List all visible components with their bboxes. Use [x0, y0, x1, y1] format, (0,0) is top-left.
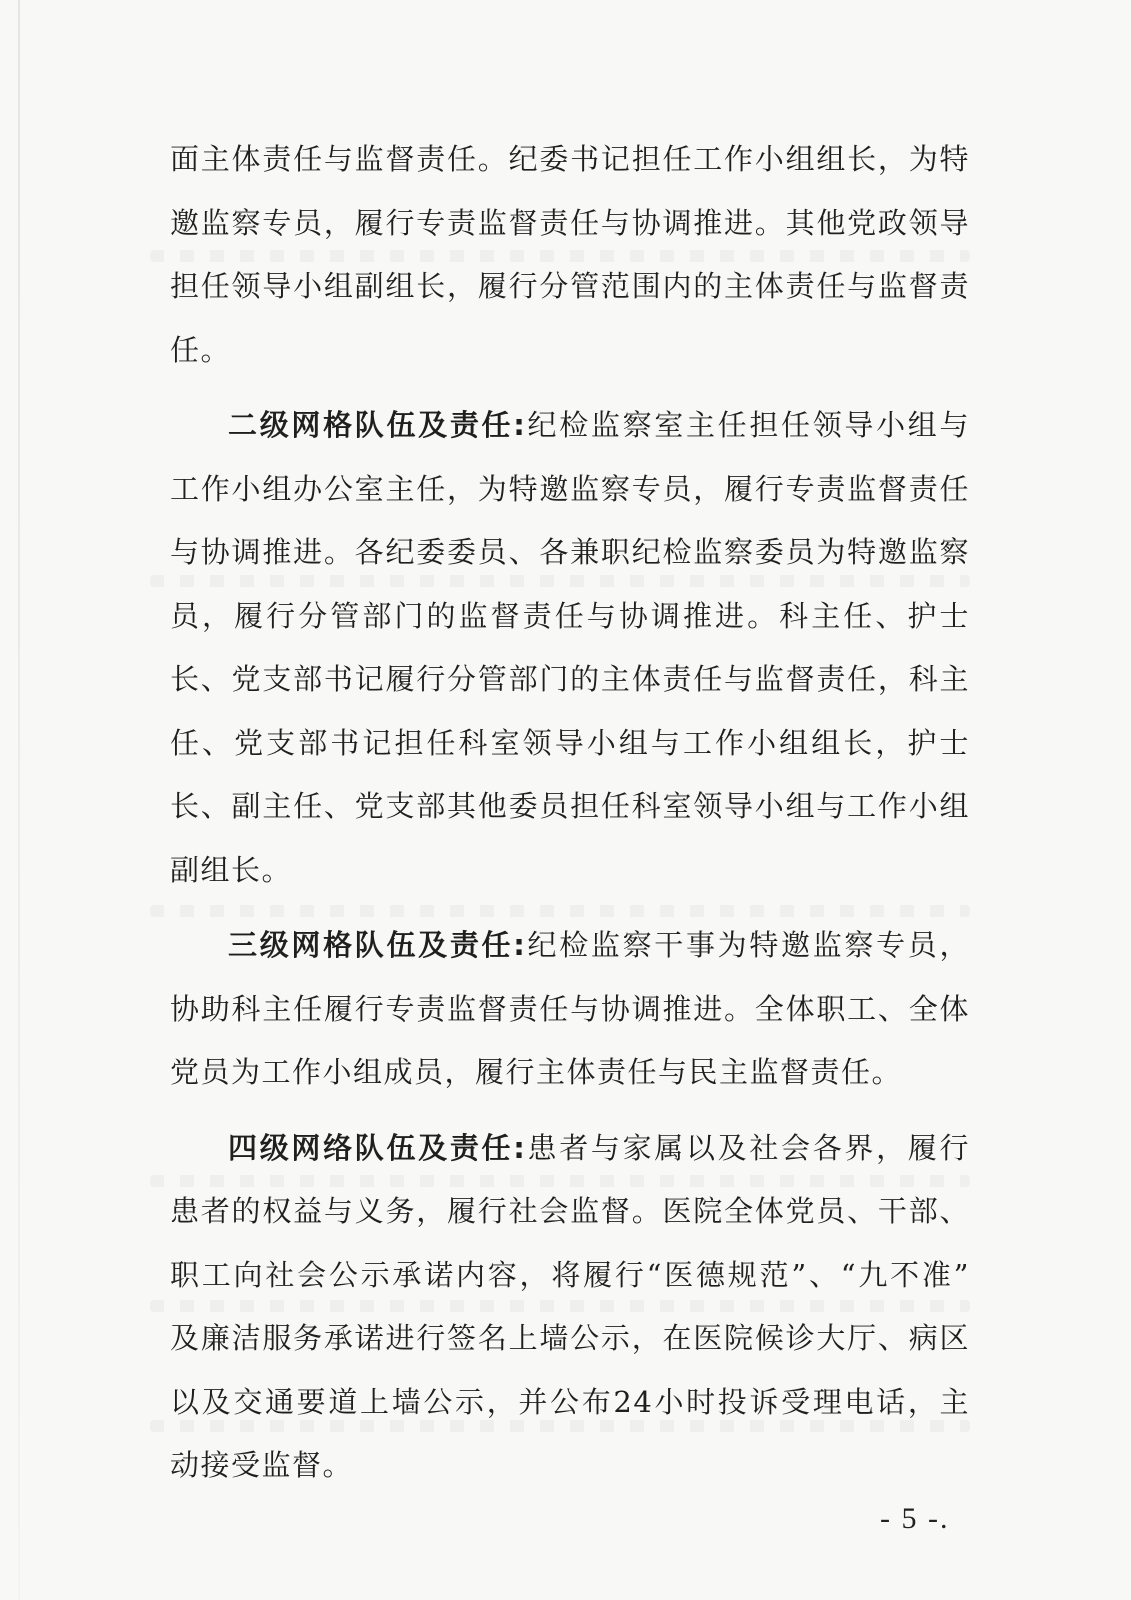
paragraph-text: 纪检监察室主任担任领导小组与工作小组办公室主任，为特邀监察专员，履行专责监督责任与协调推进。各纪委委员、各兼职纪检监察委员为特邀监察员，履行分管部门的监督责任与协调推进。科主任、护士长、党支部书记履行分管部门的主体责任与监督责任，科主任、党支部书记担任科室领导小组与工作小组组长，护士长、副主任、党支部其他委员担任科室领导小组与工作小组副组长。: [170, 408, 970, 887]
paragraph-level-four: [170, 1117, 970, 1498]
paragraph-heading: 四级网络队伍及责任:: [228, 1130, 527, 1165]
paragraph-heading: 二级网格队伍及责任:: [228, 408, 527, 442]
paragraph-heading: 三级网格队伍及责任:: [228, 928, 527, 962]
paragraph-text: 纪检监察干事为特邀监察专员，协助科主任履行专责监督责任与协调推进。全体职工、全体党员为工作小组成员，履行主体责任与民主监督责任。: [170, 928, 970, 1089]
paragraph-level-three: [170, 914, 970, 1105]
scan-edge: [18, 0, 20, 1600]
document-body: [170, 128, 970, 1498]
page-number: - 5 -.: [880, 1502, 950, 1535]
paragraph-continuation: [170, 128, 970, 382]
paragraph-level-two: [170, 394, 970, 902]
paragraph-text: 面主体责任与监督责任。纪委书记担任工作小组组长，为特邀监察专员，履行专责监督责任与协调推进。其他党政领导担任领导小组副组长，履行分管范围内的主体责任与监督责任。: [170, 142, 970, 367]
paragraph-text: 患者与家属以及社会各界，履行患者的权益与义务，履行社会监督。医院全体党员、干部、职工向社会公示承诺内容，将履行“医德规范”、“九不准” 及廉洁服务承诺进行签名上墙公示，在医院候诊大厅、病区以及交通要道上墙公示，并公布24小时投诉受理电话，主动接受监督。: [170, 1130, 970, 1482]
